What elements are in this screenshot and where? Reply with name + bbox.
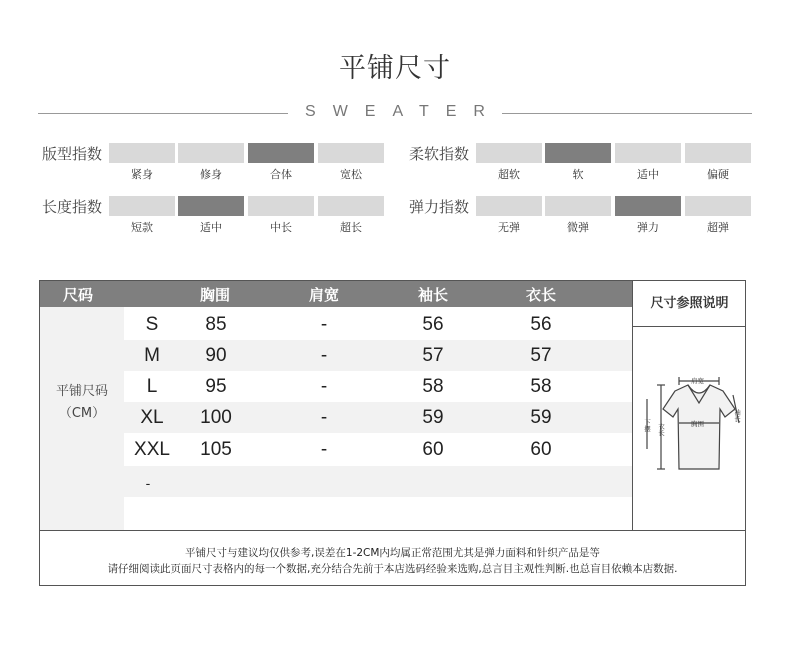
index-option-label: 超弹 bbox=[707, 221, 729, 234]
side-label-line2: （CM） bbox=[58, 406, 106, 421]
cell-sleeve: 58 bbox=[422, 376, 444, 397]
index-segment bbox=[178, 196, 244, 216]
cell-length: 58 bbox=[530, 376, 552, 397]
index-segment bbox=[248, 196, 314, 216]
index-segment bbox=[109, 143, 175, 163]
diagram-label-hem: 下摆 bbox=[643, 419, 651, 432]
index-option-label: 适中 bbox=[637, 168, 659, 181]
index-option-label: 短款 bbox=[131, 221, 153, 234]
header-length: 衣长 bbox=[525, 286, 556, 304]
side-label-line1: 平铺尺码 bbox=[55, 384, 108, 399]
index-label-softness: 柔软指数 bbox=[409, 145, 470, 163]
index-label-length: 长度指数 bbox=[42, 198, 103, 216]
disclaimer-box bbox=[40, 530, 745, 586]
index-segment bbox=[545, 196, 611, 216]
cell-size: XXL bbox=[134, 439, 170, 460]
size-table bbox=[39, 280, 746, 586]
cell-length: 56 bbox=[530, 314, 552, 335]
side-label-cell bbox=[40, 307, 124, 530]
index-option-label: 合体 bbox=[270, 168, 292, 181]
table-row bbox=[124, 497, 632, 529]
table-row bbox=[124, 309, 632, 340]
table-row bbox=[124, 434, 632, 465]
table-row bbox=[124, 402, 632, 433]
cell-size: M bbox=[144, 345, 160, 366]
size-reference-box bbox=[632, 281, 746, 530]
index-segment bbox=[109, 196, 175, 216]
index-option-label: 宽松 bbox=[340, 168, 362, 181]
index-segment bbox=[318, 196, 384, 216]
cell-length: 57 bbox=[530, 345, 552, 366]
index-option-label: 微弹 bbox=[567, 221, 589, 234]
index-segment bbox=[615, 196, 681, 216]
index-segment bbox=[248, 143, 314, 163]
header-shoulder: 肩宽 bbox=[308, 286, 339, 304]
index-segment bbox=[685, 196, 751, 216]
disclaimer-line2: 请仔细阅读此页面尺寸表格内的每一个数据,充分结合先前于本店选码经验来选购,总言目主观性判断.也总盲目依赖本店数据. bbox=[107, 563, 678, 575]
disclaimer-line1: 平铺尺寸与建议均仅供参考,误差在1-2CM内均属正常范围尤其是弹力面料和针织产品是等 bbox=[185, 547, 600, 559]
index-option-label: 中长 bbox=[270, 221, 292, 234]
index-option-label: 紧身 bbox=[131, 168, 153, 181]
index-segment bbox=[318, 143, 384, 163]
cell-chest: 85 bbox=[205, 314, 227, 335]
cell-sleeve: 59 bbox=[422, 407, 444, 428]
cell-length: 60 bbox=[530, 439, 552, 460]
diagram-label-sleeve: 袖长 bbox=[733, 409, 741, 422]
cell-sleeve: 57 bbox=[422, 345, 444, 366]
cell-size: L bbox=[146, 376, 158, 397]
index-segment bbox=[476, 196, 542, 216]
header-size: 尺码 bbox=[62, 286, 93, 304]
diagram-label-chest: 胸围 bbox=[691, 420, 704, 428]
cell-shoulder: - bbox=[320, 407, 328, 428]
cell-sleeve: 56 bbox=[422, 314, 444, 335]
table-row bbox=[124, 371, 632, 402]
index-option-label: 超软 bbox=[498, 168, 520, 181]
index-option-label: 适中 bbox=[200, 221, 222, 234]
cell-size: XL bbox=[140, 407, 164, 428]
index-segment bbox=[545, 143, 611, 163]
table-row bbox=[124, 340, 632, 371]
cell-length: 59 bbox=[530, 407, 552, 428]
index-segment bbox=[615, 143, 681, 163]
header-chest: 胸围 bbox=[199, 286, 230, 304]
cell-size: - bbox=[145, 475, 151, 491]
diagram-label-shoulder: 肩宽 bbox=[691, 377, 704, 385]
index-option-label: 软 bbox=[572, 168, 584, 181]
index-option-label: 偏硬 bbox=[707, 168, 729, 181]
index-segment bbox=[685, 143, 751, 163]
table-row bbox=[124, 466, 632, 497]
page-title: 平铺尺寸 bbox=[339, 53, 451, 84]
subtitle-text: SWEATER bbox=[288, 103, 502, 120]
cell-shoulder: - bbox=[320, 376, 328, 397]
index-option-label: 无弹 bbox=[498, 221, 520, 234]
diagram-label-length: 衣长 bbox=[657, 423, 665, 436]
index-segment bbox=[476, 143, 542, 163]
cell-chest: 90 bbox=[205, 345, 227, 366]
table-header bbox=[40, 281, 632, 307]
index-option-label: 弹力 bbox=[637, 221, 659, 234]
sweater-diagram bbox=[633, 327, 746, 530]
cell-shoulder: - bbox=[320, 439, 328, 460]
cell-size: S bbox=[145, 314, 159, 335]
header-sleeve: 袖长 bbox=[417, 286, 448, 304]
index-option-label: 超长 bbox=[340, 221, 362, 234]
cell-chest: 100 bbox=[200, 407, 232, 428]
page-subtitle bbox=[0, 103, 790, 121]
size-reference-title: 尺寸参照说明 bbox=[633, 281, 746, 327]
index-option-label: 修身 bbox=[200, 168, 222, 181]
cell-sleeve: 60 bbox=[422, 439, 444, 460]
cell-shoulder: - bbox=[320, 314, 328, 335]
index-label-fit: 版型指数 bbox=[42, 145, 103, 163]
cell-chest: 95 bbox=[205, 376, 227, 397]
cell-chest: 105 bbox=[200, 439, 232, 460]
cell-shoulder: - bbox=[320, 345, 328, 366]
index-segment bbox=[178, 143, 244, 163]
index-label-elasticity: 弹力指数 bbox=[409, 198, 470, 216]
